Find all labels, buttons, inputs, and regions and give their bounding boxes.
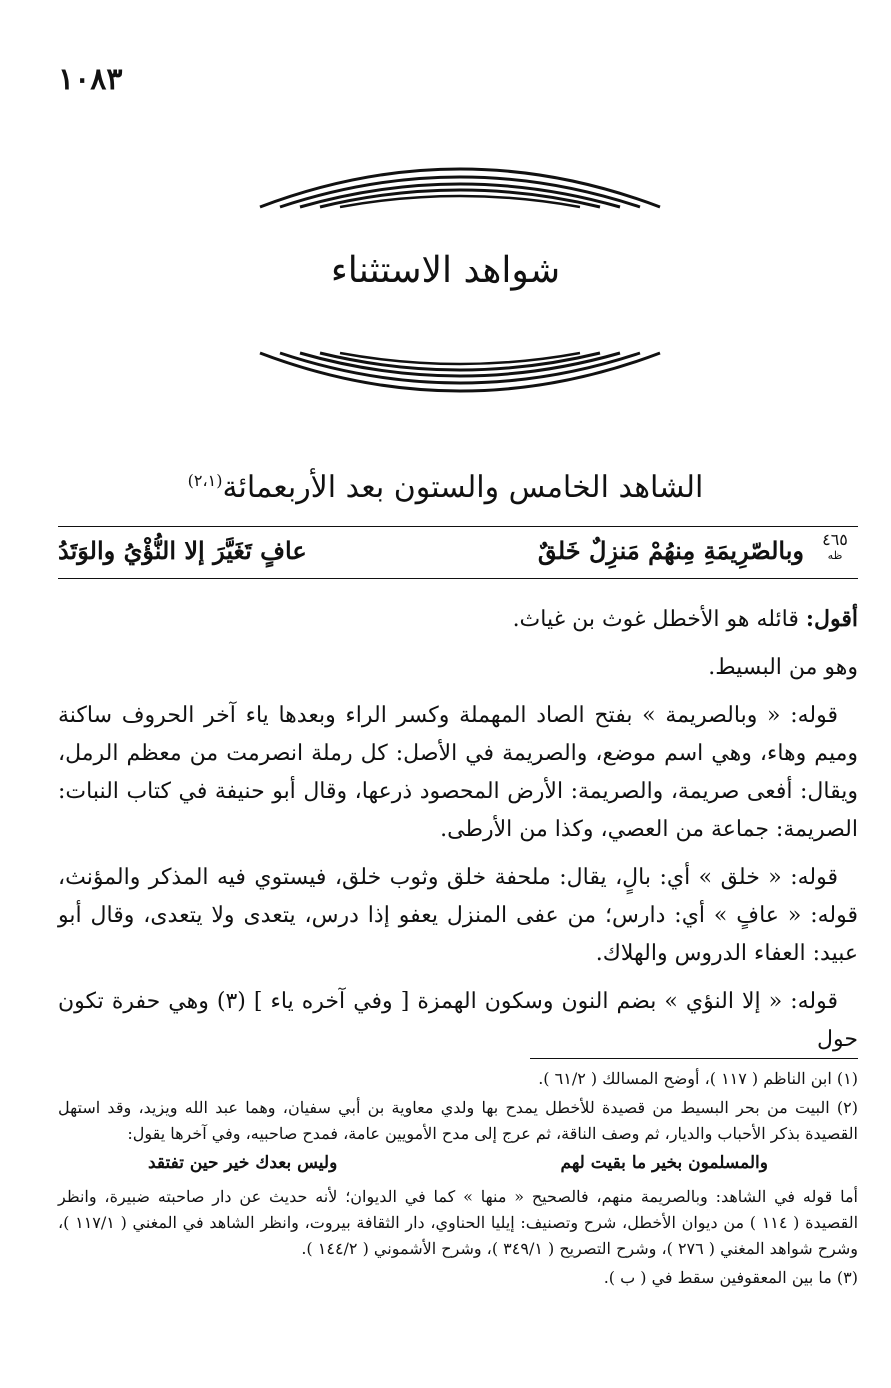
footnote-1: (١) ابن الناظم ( ١١٧ )، أوضح المسالك ( ٦١/٢ ). — [538, 1069, 858, 1088]
verse-number-label: ظه — [827, 549, 843, 562]
chapter-title: شواهد الاستثناء — [330, 250, 561, 291]
verse-number-value: ٤٦٥ — [822, 530, 848, 549]
verse-bottom-rule — [58, 578, 858, 579]
paragraph-text: قوله: « وبالصريمة » بفتح الصاد المهملة وكسر الراء وبعدها ياء آخر الحروف ساكنة وميم وهاء، وهي اسم موضع، والصريمة في الأصل: كل رملة انصرمت من معظم الرمل، ويقال: أفعى صريمة، والصريمة: الأرض المحصود ذرعها، وقال أبو حنيفة في كتاب النبات: الصريمة: جماعة من العصي، وكذا من الأرطى. — [58, 703, 858, 842]
verse-hemistich-second: عافٍ تَغَيَّرَ إلا النُّؤْيُ والوَتَدُ — [58, 536, 307, 565]
section-title — [0, 470, 891, 505]
footnotes — [58, 1066, 858, 1294]
verse-top-rule — [58, 526, 858, 527]
bottom-arc-ornament — [250, 345, 670, 415]
footnote-verse-first: والمسلمون بخير ما بقيت لهم — [560, 1153, 768, 1173]
verse-row — [58, 530, 858, 576]
top-arc-ornament — [250, 145, 670, 215]
paragraph-text: قوله: « إلا النؤي » بضم النون وسكون الهمزة [ وفي آخره ياء ] (٣) وهي حفرة تكون حول — [58, 989, 858, 1052]
paragraph-lead: أقول: — [805, 606, 858, 632]
verse-hemistich-first: وبالصّرِيمَةِ مِنهُمْ مَنزِلٌ خَلقٌ — [537, 536, 804, 565]
commentary-paragraph — [58, 649, 858, 687]
verse-number — [812, 532, 858, 564]
footnote-verse — [58, 1150, 858, 1180]
paragraph-text: قائله هو الأخطل غوث بن غياث. — [512, 607, 806, 632]
paragraph-text: قوله: « خلق » أي: بالٍ، يقال: ملحفة خلق وثوب خلق، فيستوي فيه المذكر والمؤنث، قوله: « عافٍ » أي: دارس؛ من عفى المنزل يعفو إذا درس، يتعدى ولا يتعدى، وقال أبو عبيد: العفاء الدروس والهلاك. — [58, 865, 858, 966]
page-number: ١٠٨٣ — [58, 62, 123, 97]
commentary-paragraph — [58, 859, 858, 973]
section-title-text: الشاهد الخامس والستون بعد الأربعمائة — [222, 470, 704, 505]
paragraph-text: وهو من البسيط. — [708, 655, 858, 680]
commentary-paragraph — [58, 600, 858, 639]
section-footnote-ref: (٢،١) — [187, 471, 223, 490]
footnote-2: (٢) البيت من بحر البسيط من قصيدة للأخطل يمدح بها ولدي معاوية بن أبي سفيان، وهما عبد الله ويزيد، وقد استهل القصيدة بذكر الأحباب والديار، ثم وصف الناقة، ثم عرج إلى مدح الأمويين عامة، فمدح صاحبيه، وفي آخرها يقول: — [58, 1098, 858, 1143]
commentary-paragraph — [58, 697, 858, 849]
footnote-3: (٣) ما بين المعقوفين سقط في ( ب ). — [603, 1268, 858, 1287]
footnote-verse-second: وليس بعدك خير حين تفتقد — [148, 1153, 338, 1173]
commentary-body — [58, 600, 858, 1069]
footnote-2-continuation: أما قوله في الشاهد: وبالصريمة منهم، فالصحيح « منها » كما في الديوان؛ لأنه حديث عن دار صاحبته ضبيرة، وانظر القصيدة ( ١١٤ ) من ديوان الأخطل، شرح وتصنيف: إيليا الحناوي، دار الثقافة بيروت، وانظر الشاهد في المغني ( ١١٧/١ )، وشرح شواهد المغني ( ٢٧٦ )، وشرح التصريح ( ٣٤٩/١ )، وشرح الأشموني ( ١٤٤/٢ ). — [58, 1187, 859, 1258]
commentary-paragraph — [58, 983, 858, 1059]
footnote-separator — [530, 1058, 858, 1059]
